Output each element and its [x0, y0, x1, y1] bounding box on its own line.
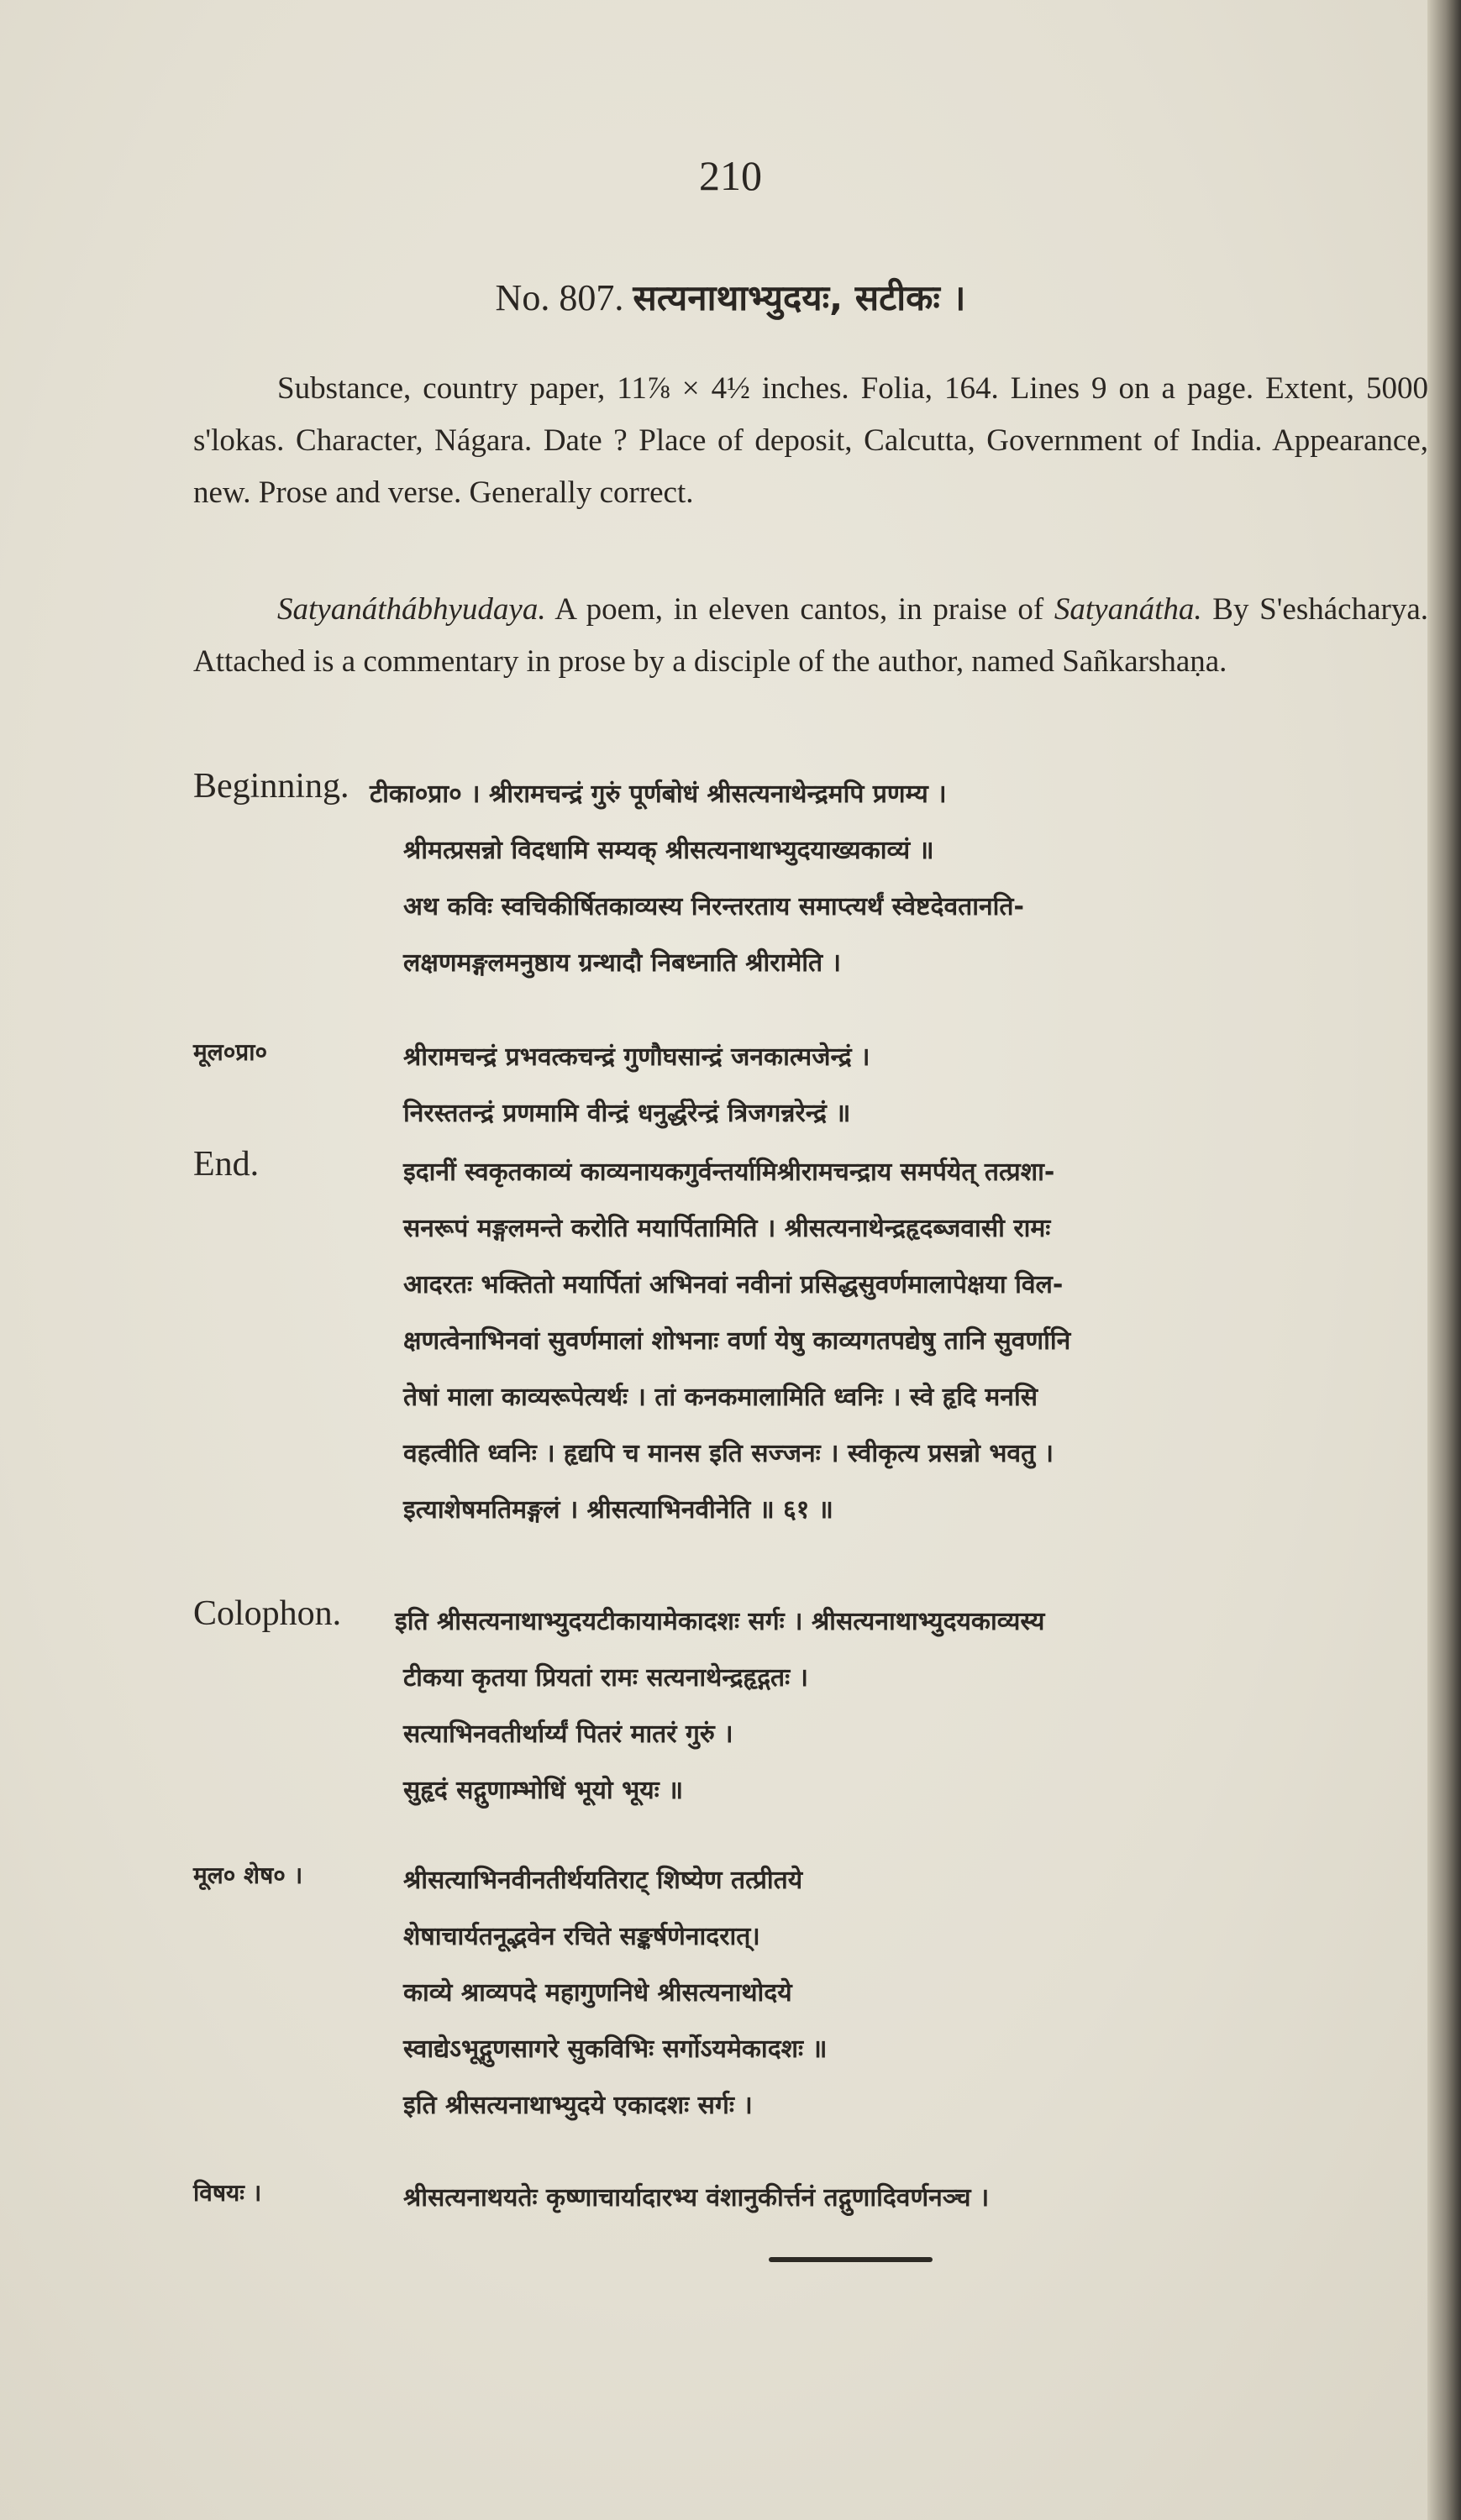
- section-lines-mula-end: [403, 1852, 1437, 2134]
- summary-text-b: By S'eshácharya. Attached is a commentary in prose by a disciple of the author, named Sañkarshaṇa.: [193, 592, 1428, 679]
- text-line: श्रीसत्यनाथयतेः कृष्णाचार्यादारभ्य वंशानुकीर्त्तनं तद्गुणादिवर्णनञ्च ।: [403, 2183, 990, 2213]
- text-line: आदरतः भक्तितो मयार्पितां अभिनवां नवीनां प्रसिद्धसुवर्णमालापेक्षया विल-: [403, 1270, 1064, 1299]
- manuscript-description: Substance, country paper, 11⅞ × 4½ inches. Folia, 164. Lines 9 on a page. Extent, 5000 s'lokas. Character, Nágara. Date ? Place of deposit, Calcutta, Government of India. Appearance, new. Prose and verse. Generally correct.: [193, 371, 1428, 510]
- text-line: टीका०प्रा० । श्रीरामचन्द्रं गुरुं पूर्णबोधं श्रीसत्यनाथेन्द्रमपि प्रणम्य ।: [370, 780, 947, 809]
- section-lines-colophon: [395, 1593, 1437, 1819]
- entry-title-sanskrit: सत्यनाथाभ्युदयः, सटीकः ।: [633, 277, 966, 318]
- manuscript-summary: [193, 584, 1428, 688]
- section-label-beginning: Beginning.: [193, 767, 349, 806]
- section-lines-end: [403, 1144, 1437, 1538]
- end-rule: [769, 2257, 933, 2262]
- text-line: निरस्ततन्द्रं प्रणमामि वीन्द्रं धनुर्द्धरेन्द्रं त्रिजगन्नरेन्द्रं ॥: [403, 1099, 851, 1128]
- text-line: इत्याशेषमतिमङ्गलं । श्रीसत्याभिनवीनेति ॥ ६१ ॥: [403, 1495, 833, 1525]
- section-lines-beginning: [370, 766, 1437, 991]
- section-label-mula-start: मूल०प्रा०: [193, 1038, 268, 1066]
- section-lines-vishaya: [403, 2170, 1437, 2226]
- text-line: सत्याभिनवतीर्थार्य्यं पितरं मातरं गुरुं ।: [403, 1719, 733, 1749]
- text-line: तेषां माला काव्यरूपेत्यर्थः । तां कनकमालामिति ध्वनिः । स्वे हृदि मनसि: [403, 1383, 1038, 1412]
- text-line: श्रीमत्प्रसन्नो विदधामि सम्यक् श्रीसत्यनाथाभ्युदयाख्यकाव्यं ॥: [403, 836, 934, 865]
- text-line: सुहृदं सद्गुणाम्भोधिं भूयो भूयः ॥: [403, 1776, 684, 1805]
- text-line: वहत्वीति ध्वनिः । हृद्यपि च मानस इति सज्जनः । स्वीकृत्य प्रसन्नो भवतु ।: [403, 1439, 1054, 1468]
- text-line: स्वाद्येऽभूद्गुणसागरे सुकविभिः सर्गोऽयमेकादशः ॥: [403, 2034, 828, 2064]
- section-label-colophon: Colophon.: [193, 1594, 342, 1633]
- section-label-end: End.: [193, 1145, 260, 1184]
- text-line: इदानीं स्वकृतकाव्यं काव्यनायकगुर्वन्तर्यामिश्रीरामचन्द्राय समर्पयेत् तत्प्रशा-: [403, 1158, 1055, 1187]
- page-number: 210: [699, 152, 762, 199]
- text-line: इति श्रीसत्यनाथाभ्युदयटीकायामेकादशः सर्गः । श्रीसत्यनाथाभ्युदयकाव्यस्य: [395, 1607, 1045, 1636]
- text-line: लक्षणमङ्गलमनुष्ठाय ग्रन्थादौ निबध्नाति श्रीरामेति ।: [403, 948, 841, 978]
- text-line: क्षणत्वेनाभिनवां सुवर्णमालां शोभनाः वर्णा येषु काव्यगतपद्येषु तानि सुवर्णानि: [403, 1326, 1071, 1356]
- text-line: टीकया कृतया प्रियतां रामः सत्यनाथेन्द्रहृद्गतः ।: [403, 1663, 808, 1693]
- entry-number: No. 807.: [495, 277, 624, 318]
- text-line: शेषाचार्यतनूद्भवेन रचिते सङ्कर्षणेनादरात्।: [403, 1922, 760, 1951]
- text-line: इति श्रीसत्यनाथाभ्युदये एकादशः सर्गः ।: [403, 2091, 753, 2120]
- text-line: अथ कविः स्वचिकीर्षितकाव्यस्य निरन्तरताय समाप्त्यर्थं स्वेष्टदेवतानति-: [403, 892, 1024, 921]
- text-line: श्रीसत्याभिनवीनतीर्थयतिराट् शिष्येण तत्प्रीतये: [403, 1866, 803, 1895]
- entry-heading: [0, 273, 1461, 321]
- subject-name-italic: Satyanátha.: [1054, 592, 1202, 627]
- text-line: सनरूपं मङ्गलमन्ते करोति मयार्पितामिति । श्रीसत्यनाथेन्द्रहृदब्जवासी रामः: [403, 1214, 1051, 1243]
- summary-text-a: A poem, in eleven cantos, in praise of: [545, 592, 1054, 627]
- section-lines-mula-start: [403, 1029, 1437, 1142]
- text-line: श्रीरामचन्द्रं प्रभवत्कचन्द्रं गुणौघसान्द्रं जनकात्मजेन्द्रं ।: [403, 1042, 870, 1072]
- text-line: काव्ये श्राव्यपदे महागुणनिधे श्रीसत्यनाथोदये: [403, 1978, 792, 2008]
- work-title-italic: Satyanáthábhyudaya.: [277, 592, 546, 627]
- section-label-vishaya: विषयः ।: [193, 2179, 262, 2207]
- section-label-mula-end: मूल० शेष० ।: [193, 1861, 303, 1889]
